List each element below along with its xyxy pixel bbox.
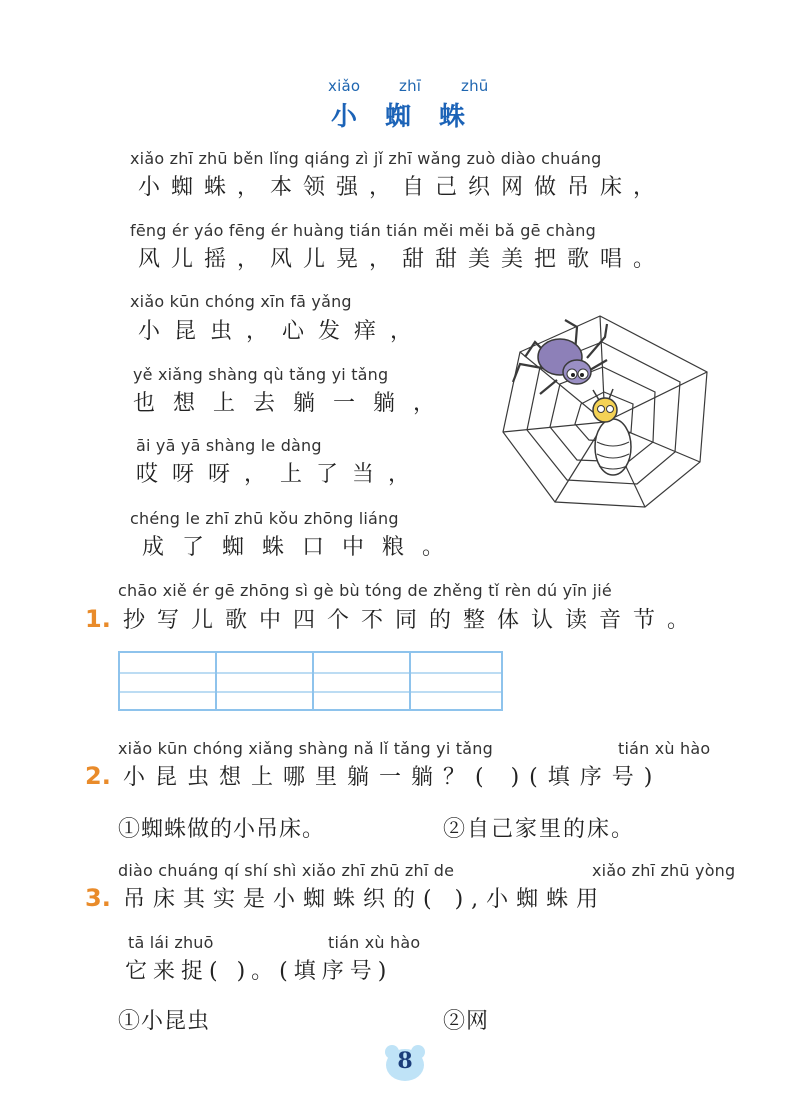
spider-web-illustration — [495, 312, 710, 517]
question-3-number: 3. — [85, 884, 111, 912]
poem-line-4-text: 也想上去躺一躺， — [133, 391, 454, 416]
question-2-text: 小昆虫想上哪里躺一躺？( )(填序号) — [123, 765, 663, 790]
poem-line-3-text: 小昆虫，心发痒， — [138, 319, 427, 344]
question-2-pinyin-right: tián xù hào — [618, 739, 711, 758]
question-2-option-2: ②自己家里的床。 — [443, 817, 636, 842]
question-3-option-2: ②网 — [443, 1009, 490, 1034]
poem-line-2-text: 风儿摇，风儿晃，甜甜美美把歌唱。 — [138, 247, 667, 272]
title-pinyin-1: xiǎo — [328, 77, 361, 95]
question-3-option-1: ①小昆虫 — [118, 1009, 211, 1034]
page-number-badge — [383, 1044, 427, 1082]
title-pinyin-3: zhū — [461, 77, 489, 95]
question-2-option-1: ①蜘蛛做的小吊床。 — [118, 817, 326, 842]
question-1-text: 抄写儿歌中四个不同的整体认读音节。 — [123, 608, 702, 633]
question-2-pinyin: xiǎo kūn chóng xiǎng shàng nǎ lǐ tǎng yi tǎng — [118, 739, 493, 758]
poem-line-5-text: 哎呀呀，上了当， — [136, 462, 425, 487]
question-2-number: 2. — [85, 762, 111, 790]
page-number: 8 — [397, 1048, 413, 1074]
spider-icon — [513, 320, 607, 394]
answer-writing-grid[interactable] — [118, 651, 503, 711]
title-pinyin-2: zhī — [399, 77, 422, 95]
question-1-pinyin: chāo xiě ér gē zhōng sì gè bù tóng de zhěng tǐ rèn dú yīn jié — [118, 581, 612, 600]
question-3-line2-pinyin: tā lái zhuō — [128, 933, 214, 952]
insect-icon — [593, 389, 631, 475]
poem-line-5-pinyin: āi yā yā shàng le dàng — [136, 436, 322, 455]
question-3-pinyin-right: xiǎo zhī zhū yòng — [592, 861, 736, 880]
question-3-line2-pinyin-right: tián xù hào — [328, 933, 421, 952]
poem-line-6-pinyin: chéng le zhī zhū kǒu zhōng liáng — [130, 509, 399, 528]
poem-line-4-pinyin: yě xiǎng shàng qù tǎng yi tǎng — [133, 365, 389, 384]
question-3-line2-text: 它来捉( )。(填序号) — [125, 959, 393, 984]
page-title: 小蜘蛛 — [331, 102, 494, 132]
poem-line-2-pinyin: fēng ér yáo fēng ér huàng tián tián měi měi bǎ gē chàng — [130, 221, 596, 240]
question-3-pinyin: diào chuáng qí shí shì xiǎo zhī zhū zhī de — [118, 861, 455, 880]
question-3-text: 吊床其实是小蜘蛛织的( ),小蜘蛛用 — [123, 887, 607, 912]
poem-line-1-text: 小蜘蛛，本领强，自己织网做吊床， — [138, 175, 667, 200]
poem-line-1-pinyin: xiǎo zhī zhū běn lǐng qiáng zì jǐ zhī wǎng zuò diào chuáng — [130, 149, 602, 168]
poem-line-3-pinyin: xiǎo kūn chóng xīn fā yǎng — [130, 292, 352, 311]
poem-line-6-text: 成了蜘蛛口中粮。 — [142, 535, 463, 560]
question-1-number: 1. — [85, 605, 111, 633]
